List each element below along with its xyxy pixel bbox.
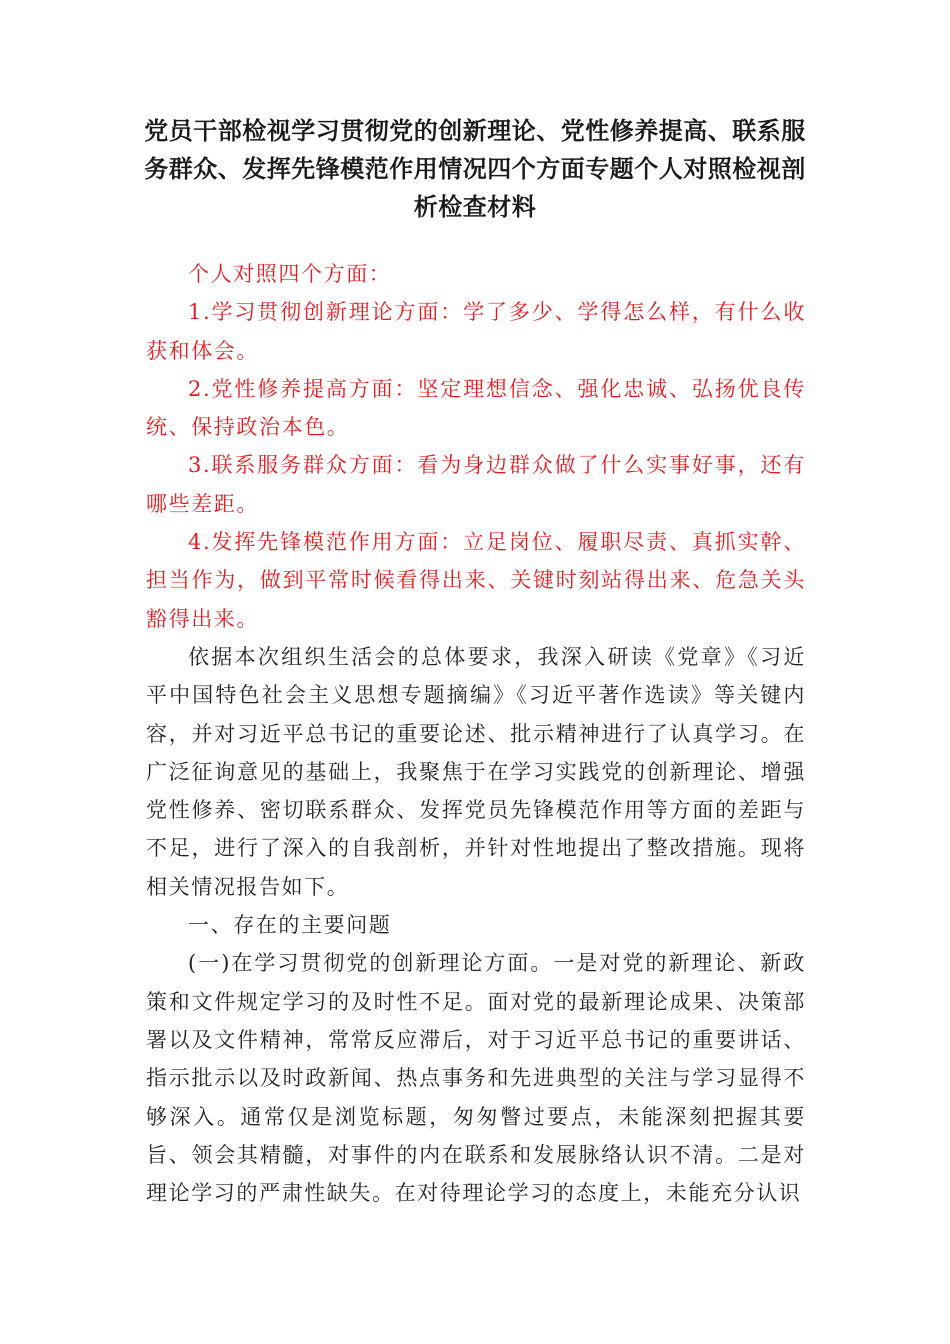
- problem-paragraph: (一)在学习贯彻党的创新理论方面。一是对党的新理论、新政策和文件规定学习的及时性不足。面对党的最新理论成果、决策部署以及文件精神，常常反应滞后，对于习近平总书记的重要讲话、指示批示以及时政新闻、热点事务和先进典型的关注与学习显得不够深入。通常仅是浏览标题，匆匆瞥过要点，未能深刻把握其要旨、领会其精髓，对事件的内在联系和发展脉络认识不清。二是对理论学习的严肃性缺失。在对待理论学习的态度上，未能充分认识: [146, 951, 806, 1206]
- aspect-item: 2.党性修养提高方面：坚定理想信念、强化忠诚、弘扬优良传统、保持政治本色。: [146, 376, 806, 440]
- document-title: 党员干部检视学习贯彻党的创新理论、党性修养提高、联系服务群众、发挥先锋模范作用情况四个方面专题个人对照检视剖析检查材料: [144, 116, 806, 221]
- aspect-item: 1.学习贯彻创新理论方面：学了多少、学得怎么样，有什么收获和体会。: [146, 300, 806, 363]
- section-heading: 一、存在的主要问题: [188, 913, 392, 938]
- aspect-item: 3.联系服务群众方面：看为身边群众做了什么实事好事，还有哪些差距。: [146, 453, 806, 516]
- aspect-item: 4.发挥先锋模范作用方面：立足岗位、履职尽责、真抓实幹、担当作为，做到平常时候看得出来、关键时刻站得出来、危急关头豁得出来。: [146, 530, 806, 631]
- intro-paragraph: 依据本次组织生活会的总体要求，我深入研读《党章》《习近平中国特色社会主义思想专题摘编》《习近平著作选读》等关键内容，并对习近平总书记的重要论述、批示精神进行了认真学习。在广泛征询意见的基础上，我聚焦于在学习实践党的创新理论、增强党性修养、密切联系群众、发挥党员先锋模范作用等方面的差距与不足，进行了深入的自我剖析，并针对性地提出了整改措施。现将相关情况报告如下。: [146, 644, 806, 899]
- document-body: [146, 255, 806, 1212]
- intro-heading: 个人对照四个方面：: [188, 262, 392, 286]
